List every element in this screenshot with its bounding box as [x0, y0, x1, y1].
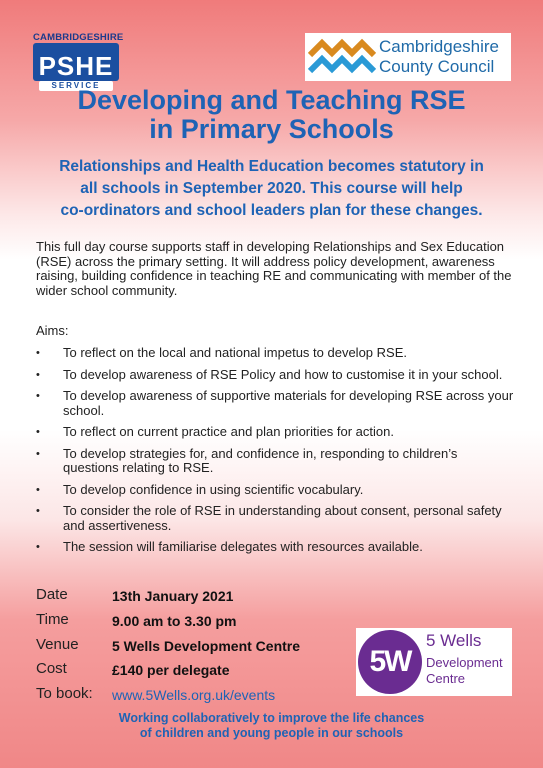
county-council-logo-text: [379, 37, 499, 77]
bullet-icon: •: [36, 390, 40, 402]
date-value: 13th January 2021: [112, 588, 234, 604]
aims-heading: Aims:: [36, 323, 69, 338]
time-value: 9.00 am to 3.30 pm: [112, 613, 237, 629]
aim-text: The session will familiarise delegates with resources available.: [63, 539, 423, 554]
aim-text: To develop awareness of RSE Policy and how to customise it in your school.: [63, 366, 503, 382]
aim-text: To develop confidence in using scientific vocabulary.: [63, 481, 364, 497]
aim-text: To develop strategies for, and confidence in, responding to children’s questions relating to RSE.: [63, 445, 458, 475]
bullet-icon: •: [36, 541, 40, 553]
time-label: Time: [36, 611, 69, 628]
five-wells-name: 5 Wells: [426, 631, 482, 650]
bullet-icon: •: [36, 447, 40, 460]
aims-list-item: [36, 368, 516, 383]
aims-list-item: [36, 389, 516, 418]
bullet-icon: •: [36, 483, 40, 496]
aim-text: To reflect on current practice and plan priorities for action.: [63, 424, 394, 439]
pshe-logo-service-text: SERVICE: [39, 81, 113, 91]
book-label: To book:: [36, 685, 93, 702]
pshe-logo-top-text: CAMBRIDGESHIRE: [33, 32, 124, 43]
five-wells-logo: [356, 628, 512, 696]
footer-tagline: [0, 711, 543, 741]
aims-list-item: [36, 504, 516, 533]
booking-link[interactable]: www.5Wells.org.uk/events: [112, 687, 276, 703]
subtitle-line3: co-ordinators and school leaders plan for these changes.: [60, 202, 483, 219]
aim-text: To reflect on the local and national impetus to develop RSE.: [63, 345, 407, 360]
county-council-logo: [305, 33, 511, 81]
bullet-icon: •: [36, 347, 40, 359]
aims-list-item: [36, 425, 516, 440]
footer-line2: of children and young people in our schools: [139, 726, 404, 740]
subtitle-line2: all schools in September 2020. This course will help: [80, 180, 463, 197]
county-council-wave-icon: [308, 37, 376, 77]
five-wells-line2: Centre: [426, 671, 466, 686]
bullet-icon: •: [36, 368, 40, 381]
five-wells-mark-icon: 5W: [358, 630, 422, 694]
aim-text: To develop awareness of supportive materials for developing RSE across your school.: [63, 388, 514, 418]
aims-list-item: [36, 483, 516, 498]
aims-list-item: [36, 540, 516, 555]
cost-label: Cost: [36, 660, 67, 677]
cost-value: £140 per delegate: [112, 662, 230, 678]
aim-text: To consider the role of RSE in understanding about consent, personal safety and assertiveness.: [63, 503, 502, 533]
county-council-line2: County Council: [379, 57, 495, 76]
five-wells-subtitle: [426, 655, 503, 687]
date-label: Date: [36, 586, 68, 603]
title-line1: Developing and Teaching RSE: [77, 85, 466, 115]
pshe-logo-main-text: PSHE: [38, 51, 114, 81]
county-council-line1: Cambridgeshire: [379, 37, 499, 56]
page-title: [0, 86, 543, 144]
five-wells-line1: Development: [426, 655, 503, 670]
aims-list-item: [36, 447, 516, 476]
subtitle-line1: Relationships and Health Education becomes statutory in: [59, 158, 484, 175]
intro-paragraph: This full day course supports staff in developing Relationships and Sex Education (RSE) across the primary setting. It will address policy development, awareness raising, building confidence in teaching RE and communicating with member of the wider school community.: [36, 239, 512, 298]
pshe-service-logo: [33, 32, 124, 90]
bullet-icon: •: [36, 505, 40, 517]
venue-label: Venue: [36, 636, 79, 653]
aims-list-item: [36, 346, 516, 361]
venue-value: 5 Wells Development Centre: [112, 638, 301, 654]
bullet-icon: •: [36, 426, 40, 438]
aims-list: [36, 346, 516, 562]
title-line2: in Primary Schools: [149, 114, 394, 144]
footer-line1: Working collaboratively to improve the life chances: [118, 711, 425, 725]
pshe-logo-box: [33, 43, 119, 90]
subtitle: [20, 156, 523, 222]
